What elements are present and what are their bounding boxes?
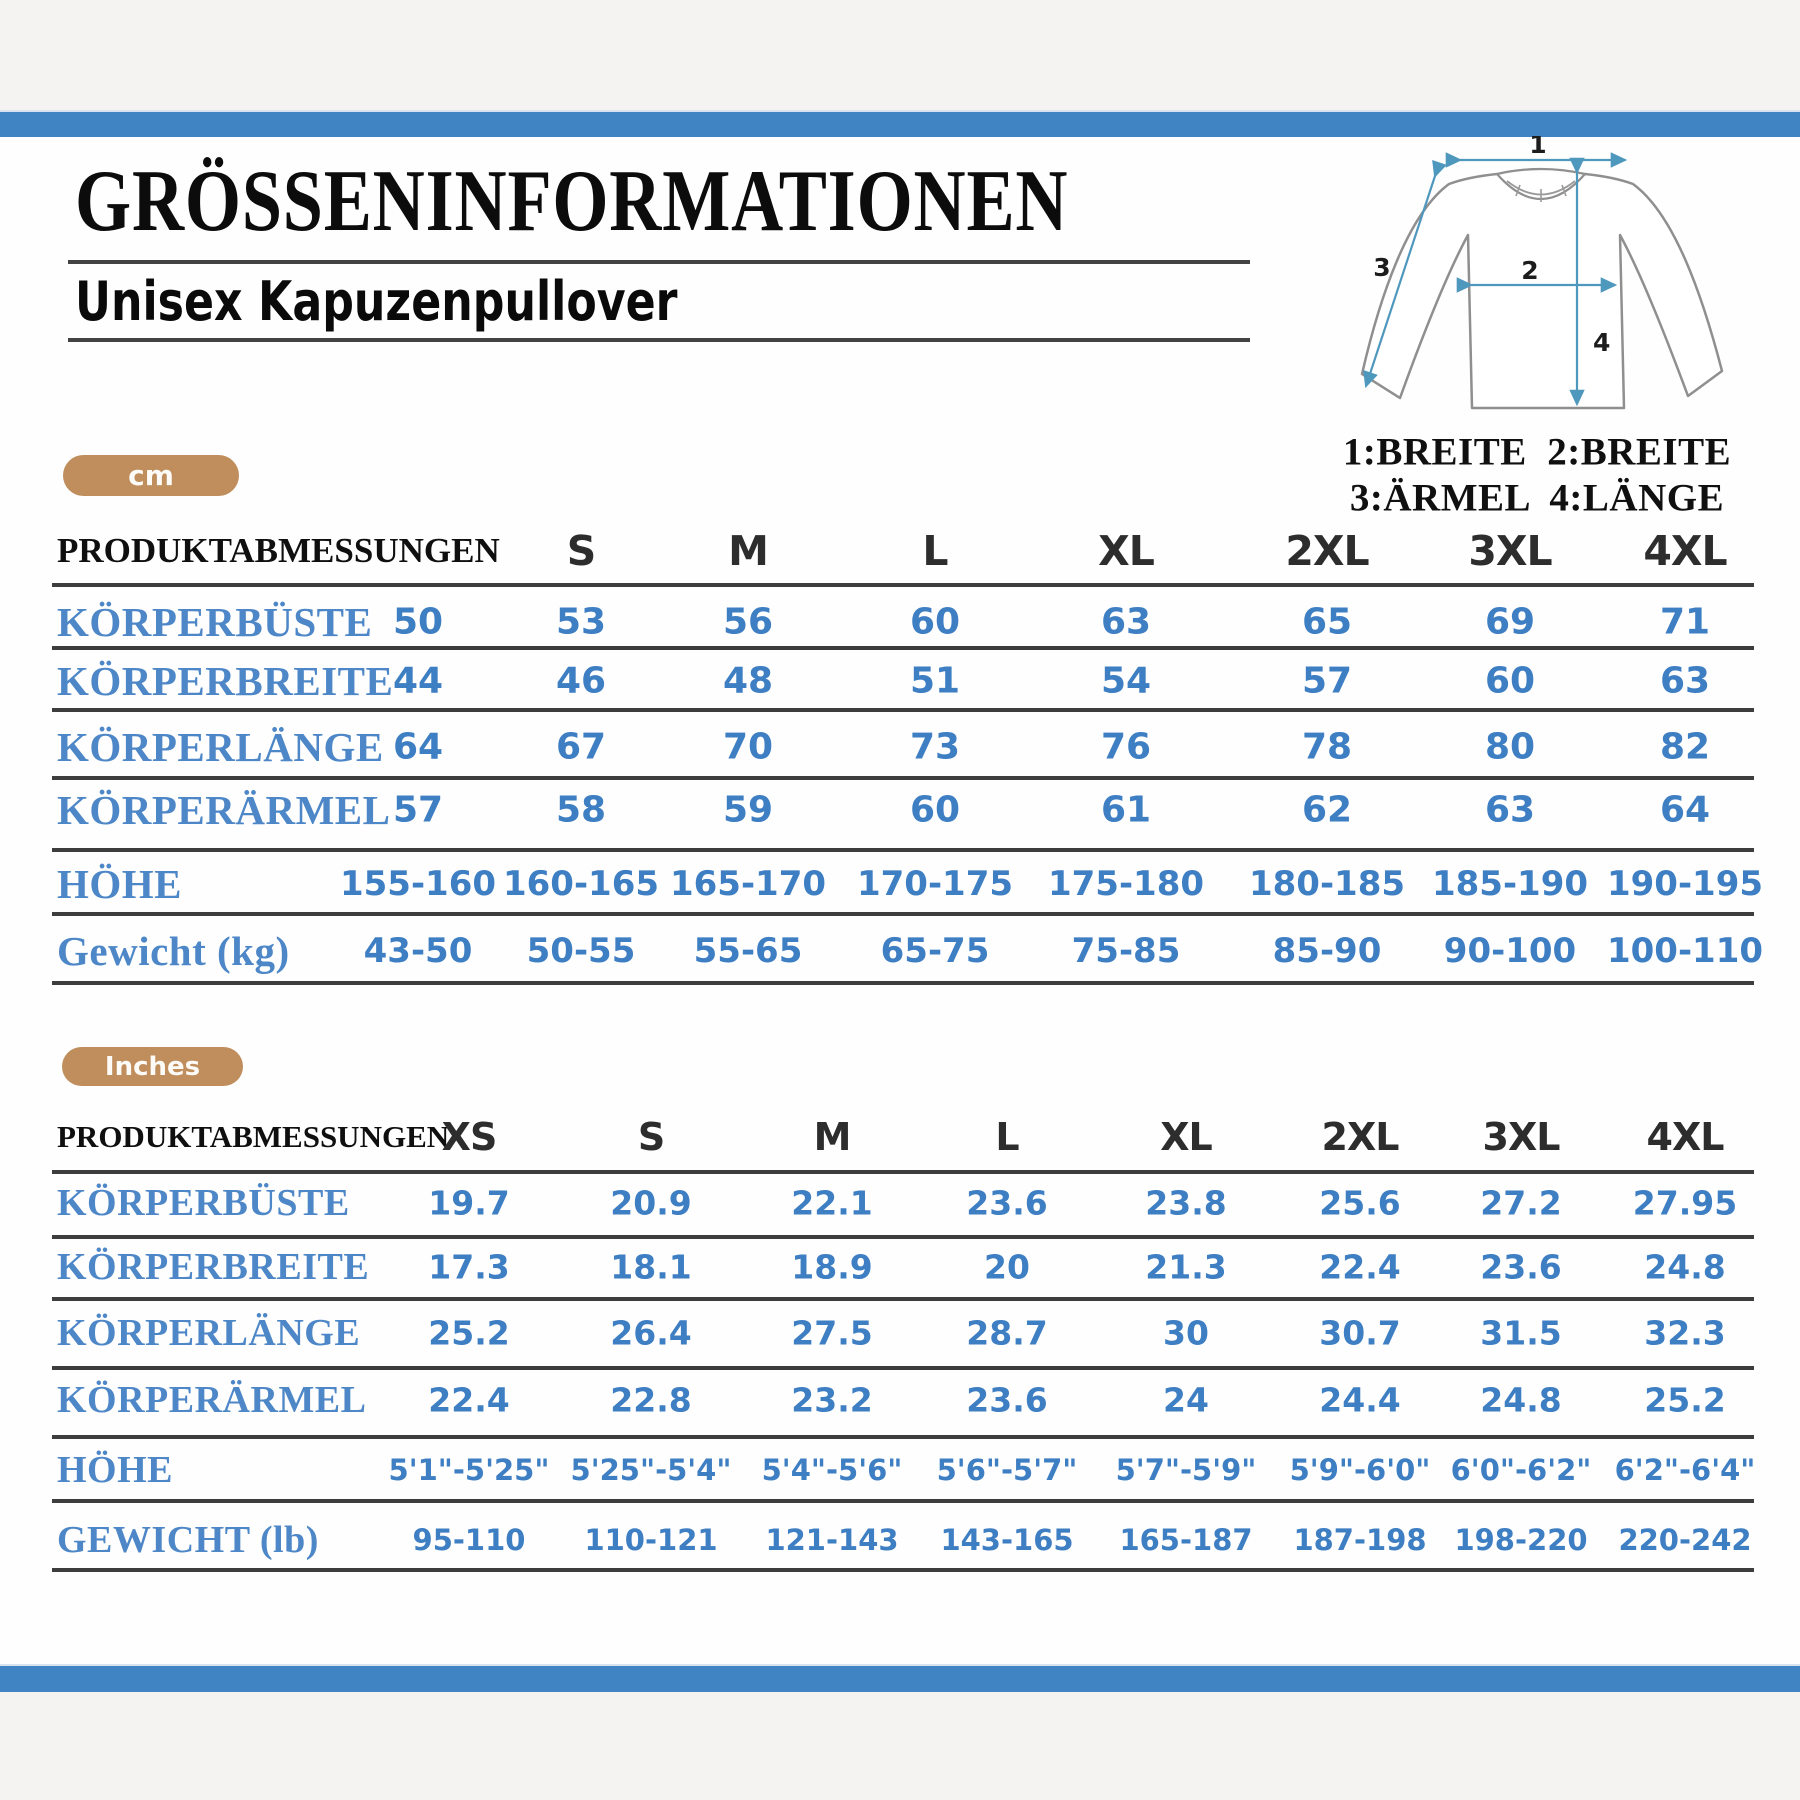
inches-cell-r1-c6: 23.6: [1480, 1247, 1562, 1287]
cm-cell-r5-c5: 85-90: [1272, 931, 1382, 971]
cm-row-divider-6: [52, 981, 1754, 985]
inches-row-label-0: KÖRPERBÜSTE: [57, 1182, 350, 1224]
cm-corner-header: PRODUKTABMESSUNGEN: [57, 531, 500, 570]
cm-row-label-2: KÖRPERLÄNGE: [57, 724, 384, 770]
cm-cell-r3-c1: 58: [555, 789, 607, 831]
inches-cell-r5-c0: 95-110: [412, 1523, 526, 1557]
inches-unit-badge: Inches: [62, 1047, 243, 1086]
cm-row-divider-1: [52, 646, 1754, 650]
inches-cell-r5-c6: 198-220: [1454, 1523, 1588, 1557]
inches-cell-r2-c6: 31.5: [1480, 1313, 1562, 1353]
cm-cell-r1-c3: 51: [909, 660, 961, 702]
inches-cell-r3-c7: 25.2: [1644, 1380, 1726, 1420]
cm-cell-r1-c4: 54: [1100, 660, 1152, 702]
inches-cell-r4-c3: 5'6"-5'7": [936, 1453, 1078, 1487]
cm-row-divider-4: [52, 848, 1754, 852]
cm-cell-r0-c5: 65: [1301, 601, 1353, 643]
cm-cell-r1-c6: 60: [1484, 660, 1536, 702]
inches-cell-r2-c5: 30.7: [1319, 1313, 1401, 1353]
inches-row-label-3: KÖRPERÄRMEL: [57, 1379, 367, 1421]
inches-cell-r4-c4: 5'7"-5'9": [1115, 1453, 1257, 1487]
arrow-label-4: 4: [1593, 328, 1611, 357]
cm-cell-r4-c4: 175-180: [1047, 864, 1205, 904]
cm-cell-r3-c2: 59: [722, 789, 774, 831]
inches-cell-r1-c5: 22.4: [1319, 1247, 1401, 1287]
inches-cell-r2-c2: 27.5: [791, 1313, 873, 1353]
cm-cell-r4-c1: 160-165: [502, 864, 660, 904]
cm-cell-r2-c1: 67: [555, 726, 607, 768]
cm-cell-r5-c4: 75-85: [1071, 931, 1181, 971]
cm-cell-r1-c1: 46: [555, 660, 607, 702]
diagram-caption-line-2: 3:ÄRMEL 4:LÄNGE: [1349, 476, 1725, 520]
cm-cell-r1-c0: 44: [392, 660, 444, 702]
inches-cell-r2-c7: 32.3: [1644, 1313, 1726, 1353]
inches-cell-r1-c0: 17.3: [428, 1247, 510, 1287]
inches-cell-r1-c4: 21.3: [1145, 1247, 1227, 1287]
inches-cell-r2-c4: 30: [1163, 1313, 1209, 1353]
inches-size-header-4xl: 4XL: [1646, 1115, 1724, 1159]
inches-row-divider-2: [52, 1297, 1754, 1301]
inches-row-label-4: HÖHE: [57, 1449, 174, 1491]
arrow-label-1: 1: [1529, 136, 1547, 159]
inches-row-label-5: GEWICHT (lb): [57, 1519, 319, 1561]
inches-cell-r4-c1: 5'25"-5'4": [570, 1453, 732, 1487]
inches-cell-r0-c6: 27.2: [1480, 1183, 1562, 1223]
inches-row-divider-4: [52, 1435, 1754, 1439]
arrow-label-2: 2: [1521, 256, 1539, 285]
inches-row-divider-6: [52, 1568, 1754, 1572]
cm-cell-r4-c6: 185-190: [1431, 864, 1589, 904]
cm-cell-r0-c7: 71: [1659, 601, 1711, 643]
cm-cell-r3-c3: 60: [909, 789, 961, 831]
cm-row-label-5: Gewicht (kg): [57, 928, 290, 974]
cm-row-divider-3: [52, 776, 1754, 780]
inches-cell-r3-c4: 24: [1163, 1380, 1209, 1420]
cm-row-divider-2: [52, 708, 1754, 712]
cm-unit-badge: cm: [63, 455, 239, 496]
cm-cell-r4-c2: 165-170: [669, 864, 827, 904]
cm-cell-r0-c4: 63: [1100, 601, 1152, 643]
cm-size-header-m: M: [728, 527, 768, 575]
inches-cell-r0-c4: 23.8: [1145, 1183, 1227, 1223]
inches-cell-r5-c2: 121-143: [765, 1523, 899, 1557]
inches-cell-r1-c2: 18.9: [791, 1247, 873, 1287]
inches-size-header-s: S: [637, 1115, 665, 1159]
cm-cell-r4-c7: 190-195: [1606, 864, 1764, 904]
collar-back-line: [1497, 169, 1585, 174]
inches-cell-r0-c5: 25.6: [1319, 1183, 1401, 1223]
cm-cell-r0-c2: 56: [722, 601, 774, 643]
cm-cell-r5-c0: 43-50: [363, 931, 473, 971]
cm-cell-r2-c0: 64: [392, 726, 444, 768]
inches-corner-header: PRODUKTABMESSUNGEN: [57, 1119, 450, 1154]
cm-size-header-xl: XL: [1098, 527, 1154, 575]
cm-cell-r1-c2: 48: [722, 660, 774, 702]
inches-row-divider-0: [52, 1170, 1754, 1174]
cm-row-label-3: KÖRPERÄRMEL: [57, 787, 391, 833]
cm-cell-r5-c7: 100-110: [1606, 931, 1764, 971]
cm-cell-r5-c2: 55-65: [693, 931, 803, 971]
subtitle-underline: [68, 338, 1250, 342]
inches-cell-r1-c1: 18.1: [610, 1247, 692, 1287]
inches-cell-r5-c7: 220-242: [1618, 1523, 1752, 1557]
inches-size-header-2xl: 2XL: [1321, 1115, 1399, 1159]
inches-size-header-xl: XL: [1160, 1115, 1212, 1159]
inches-cell-r0-c7: 27.95: [1632, 1183, 1738, 1223]
cm-row-label-4: HÖHE: [57, 861, 183, 907]
cm-size-header-2xl: 2XL: [1285, 527, 1369, 575]
inches-cell-r3-c6: 24.8: [1480, 1380, 1562, 1420]
inches-cell-r4-c0: 5'1"-5'25": [388, 1453, 550, 1487]
inches-cell-r1-c3: 20: [984, 1247, 1030, 1287]
cm-size-header-s: S: [566, 527, 596, 575]
inches-cell-r3-c5: 24.4: [1319, 1380, 1401, 1420]
cm-row-label-1: KÖRPERBREITE: [57, 658, 394, 704]
inches-cell-r2-c3: 28.7: [966, 1313, 1048, 1353]
cm-cell-r1-c7: 63: [1659, 660, 1711, 702]
arrow-label-3: 3: [1373, 253, 1391, 282]
cm-cell-r0-c0: 50: [392, 601, 444, 643]
cm-cell-r4-c0: 155-160: [339, 864, 497, 904]
inches-cell-r3-c2: 23.2: [791, 1380, 873, 1420]
inches-size-header-l: L: [995, 1115, 1019, 1159]
inches-cell-r1-c7: 24.8: [1644, 1247, 1726, 1287]
cm-cell-r2-c3: 73: [909, 726, 961, 768]
inches-cell-r3-c1: 22.8: [610, 1380, 692, 1420]
inches-cell-r0-c1: 20.9: [610, 1183, 692, 1223]
inches-cell-r5-c1: 110-121: [584, 1523, 718, 1557]
cm-cell-r5-c6: 90-100: [1443, 931, 1577, 971]
cm-cell-r0-c3: 60: [909, 601, 961, 643]
inches-cell-r0-c3: 23.6: [966, 1183, 1048, 1223]
inches-cell-r4-c2: 5'4"-5'6": [761, 1453, 903, 1487]
inches-size-header-3xl: 3XL: [1482, 1115, 1560, 1159]
cm-cell-r0-c6: 69: [1484, 601, 1536, 643]
inches-cell-r5-c4: 165-187: [1119, 1523, 1253, 1557]
inches-cell-r5-c5: 187-198: [1293, 1523, 1427, 1557]
inches-cell-r0-c0: 19.7: [428, 1183, 510, 1223]
cm-cell-r2-c5: 78: [1301, 726, 1353, 768]
page-subtitle: Unisex Kapuzenpullover: [75, 270, 678, 333]
inches-cell-r0-c2: 22.1: [791, 1183, 873, 1223]
cm-size-header-l: L: [922, 527, 948, 575]
inches-row-divider-5: [52, 1499, 1754, 1503]
cm-cell-r4-c5: 180-185: [1248, 864, 1406, 904]
cm-cell-r4-c3: 170-175: [856, 864, 1014, 904]
inches-cell-r2-c0: 25.2: [428, 1313, 510, 1353]
page-title: GRÖSSENINFORMATIONEN: [75, 153, 1069, 250]
cm-cell-r3-c6: 63: [1484, 789, 1536, 831]
cm-cell-r2-c7: 82: [1659, 726, 1711, 768]
cm-size-header-3xl: 3XL: [1468, 527, 1552, 575]
cm-row-label-0: KÖRPERBÜSTE: [57, 599, 373, 645]
inches-cell-r2-c1: 26.4: [610, 1313, 692, 1353]
title-underline: [68, 260, 1250, 264]
cm-size-header-4xl: 4XL: [1643, 527, 1727, 575]
inches-cell-r3-c0: 22.4: [428, 1380, 510, 1420]
cm-row-divider-0: [52, 583, 1754, 587]
cm-cell-r2-c6: 80: [1484, 726, 1536, 768]
diagram-caption-line-1: 1:BREITE 2:BREITE: [1342, 430, 1732, 474]
cm-cell-r0-c1: 53: [555, 601, 607, 643]
inches-cell-r3-c3: 23.6: [966, 1380, 1048, 1420]
inches-cell-r4-c7: 6'2"-6'4": [1614, 1453, 1756, 1487]
inches-cell-r4-c5: 5'9"-6'0": [1289, 1453, 1431, 1487]
cm-cell-r3-c7: 64: [1659, 789, 1711, 831]
cm-cell-r2-c4: 76: [1100, 726, 1152, 768]
cm-cell-r3-c4: 61: [1100, 789, 1152, 831]
cm-cell-r5-c3: 65-75: [880, 931, 990, 971]
cm-cell-r5-c1: 50-55: [526, 931, 636, 971]
inches-cell-r4-c6: 6'0"-6'2": [1450, 1453, 1592, 1487]
inches-size-header-m: M: [813, 1115, 851, 1159]
inches-cell-r5-c3: 143-165: [940, 1523, 1074, 1557]
cm-cell-r2-c2: 70: [722, 726, 774, 768]
cm-cell-r3-c0: 57: [392, 789, 444, 831]
shirt-outline: [1362, 174, 1722, 408]
cm-cell-r1-c5: 57: [1301, 660, 1353, 702]
inches-row-divider-1: [52, 1235, 1754, 1239]
cm-cell-r3-c5: 62: [1301, 789, 1353, 831]
inches-row-label-2: KÖRPERLÄNGE: [57, 1312, 361, 1354]
inches-row-divider-3: [52, 1366, 1754, 1370]
hoodie-diagram: [1350, 136, 1730, 428]
inches-row-label-1: KÖRPERBREITE: [57, 1246, 370, 1288]
bottom-accent-bar: [0, 1664, 1800, 1692]
inches-size-header-xs: XS: [441, 1115, 497, 1159]
cm-row-divider-5: [52, 912, 1754, 916]
